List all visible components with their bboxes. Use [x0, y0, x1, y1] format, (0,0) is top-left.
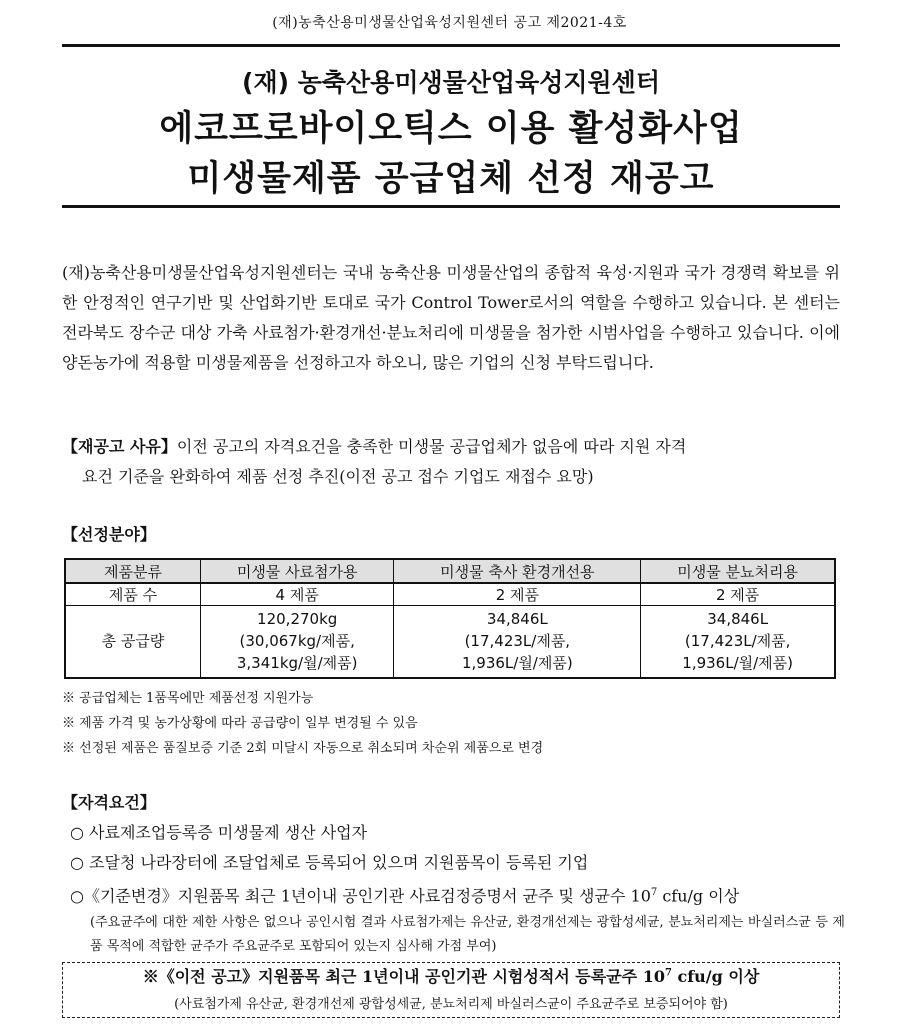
- reannouncement-reason: [62, 432, 840, 492]
- exponent: 7: [650, 887, 658, 898]
- intro-paragraph: (재)농축산용미생물산업육성지원센터는 국내 농축산용 미생물산업의 종합적 육성·지원과 국가 경쟁력 확보를 위한 안정적인 연구기반 및 산업화기반 토대로 국가 Control Tower로서의 역할을 수행하고 있습니다. 본 센터는 전라북도 장수군 대상 가축 사료첨가·환경개선·분뇨처리에 미생물을 첨가한 시범사업을 수행하고 있습니다. 이에 양돈농가에 적용할 미생물제품을 선정하고자 하오니, 많은 기업의 신청 부탁드립니다.: [62, 263, 840, 372]
- requirement-text: ○《기준변경》지원품목 최근 1년이내 공인기관 사료검정증명서 균주 및 생균수 10: [70, 886, 651, 906]
- requirement-item: ○ 사료제조업등록증 미생물제 생산 사업자: [70, 823, 368, 842]
- note-item: ※ 선정된 제품은 품질보증 기준 2회 미달시 자동으로 취소되며 차순위 제품으로 변경: [62, 741, 544, 756]
- row-label-count: 제품 수: [65, 583, 201, 606]
- table-header-row: [65, 559, 835, 583]
- exponent: 7: [664, 967, 672, 979]
- requirements-list: [70, 818, 845, 959]
- table-cell: [201, 606, 394, 678]
- title-box: [62, 44, 840, 208]
- requirements-section-title: 【자격요건】: [62, 793, 156, 812]
- supply-per-product: (17,423L/제품,: [464, 632, 571, 651]
- reason-line2: 요건 기준을 완화하여 제품 선정 추진(이전 공고 접수 기업도 재접수 요망): [82, 467, 594, 486]
- table-row-count: [65, 583, 835, 606]
- selection-section-title: 【선정분야】: [62, 525, 156, 544]
- row-label-supply: 총 공급량: [65, 606, 201, 678]
- requirement-item: ○ 조달청 나라장터에 조달업체로 등록되어 있으며 지원품목이 등록된 기업: [70, 853, 589, 872]
- table-header-cell: 미생물 사료첨가용: [201, 559, 394, 583]
- table-header-cell: 미생물 분뇨처리용: [641, 559, 835, 583]
- supply-per-month: 3,341kg/월/제품): [236, 654, 358, 673]
- requirement-unit: cfu/g 이상: [657, 886, 740, 906]
- supply-per-month: 1,936L/월/제품): [461, 654, 573, 673]
- organization-title: (재) 농축산용미생물산업육성지원센터: [242, 68, 660, 97]
- page-title-line2: 미생물제품 공급업체 선정 재공고: [187, 159, 715, 199]
- page-title-line1: 에코프로바이오틱스 이용 활성화사업: [159, 109, 743, 149]
- previous-unit: cfu/g 이상: [671, 967, 760, 986]
- table-cell: 4 제품: [201, 583, 394, 606]
- table-header-cell: 미생물 축사 환경개선용: [394, 559, 641, 583]
- requirement-note: (주요균주에 대한 제한 사항은 없으나 공인시험 결과 사료첨가제는 유산균, 환경개선제는 광합성세균, 분뇨처리제는 바실러스균 등 제품 목적에 적합한 균주가 주요균주로 포함되어 있는지 심사해 가점 부여): [90, 915, 845, 955]
- supply-per-month: 1,936L/월/제품): [682, 654, 794, 673]
- table-cell: 2 제품: [394, 583, 641, 606]
- previous-note: (사료첨가제 유산균, 환경개선제 광합성세균, 분뇨처리제 바실러스균이 주요균주로 보증되어야 함): [174, 997, 728, 1012]
- table-cell: 2 제품: [641, 583, 835, 606]
- supply-total: 120,270kg: [257, 610, 338, 629]
- reason-label: 【재공고 사유】: [62, 437, 177, 456]
- supply-total: 34,846L: [707, 610, 769, 629]
- reason-line1: [62, 432, 840, 462]
- note-item: ※ 제품 가격 및 농가상황에 따라 공급량이 일부 변경될 수 있음: [62, 716, 418, 731]
- requirement-item: [70, 878, 845, 911]
- table-row-supply: [65, 606, 835, 678]
- supply-per-product: (30,067kg/제품,: [239, 632, 355, 651]
- supply-per-product: (17,423L/제품,: [684, 632, 791, 651]
- note-item: ※ 공급업체는 1품목에만 제품선정 지원가능: [62, 691, 314, 706]
- previous-announcement-box: [62, 962, 840, 1018]
- notes-list: [62, 686, 840, 761]
- reason-text1: 이전 공고의 자격요건을 충족한 미생물 공급업체가 없음에 따라 지원 자격: [176, 437, 687, 456]
- supply-total: 34,846L: [486, 610, 548, 629]
- notice-number: (재)농축산용미생물산업육성지원센터 공고 제2021-4호: [272, 15, 627, 31]
- previous-text: ※《이전 공고》지원품목 최근 1년이내 공인기관 시험성적서 등록균주 10: [142, 967, 665, 986]
- table-cell: [641, 606, 835, 678]
- table-cell: [394, 606, 641, 678]
- previous-criterion: [63, 964, 839, 987]
- selection-table: [64, 558, 836, 679]
- table-header-cell: 제품분류: [65, 559, 201, 583]
